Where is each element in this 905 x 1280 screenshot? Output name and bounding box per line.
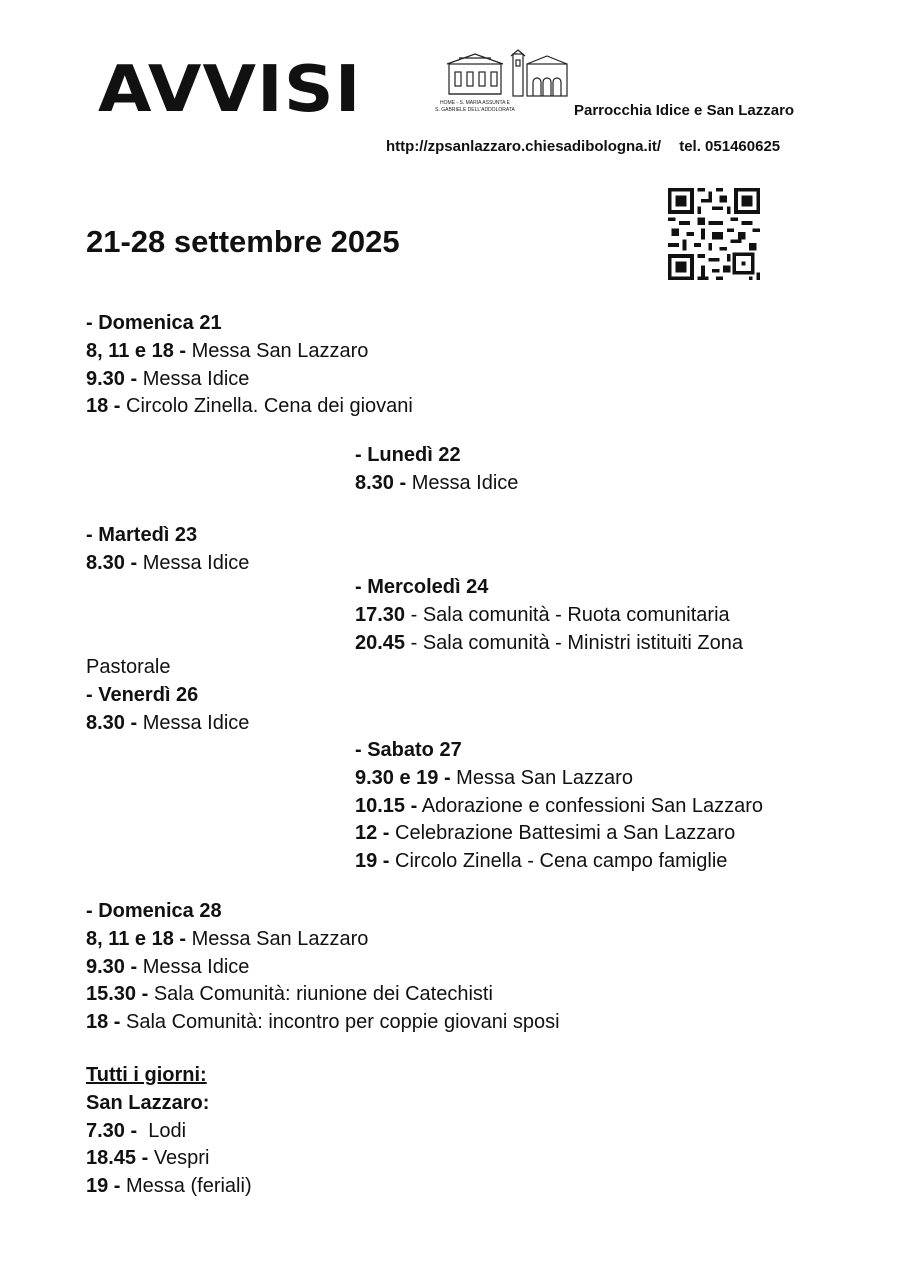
day-block-sabato-27 — [355, 737, 763, 876]
day-heading: - Mercoledì 24 — [355, 576, 489, 598]
day-heading: - Lunedì 22 — [355, 444, 461, 466]
schedule-item: 9.30 e 19 - Messa San Lazzaro — [355, 766, 633, 789]
schedule-item: 8.30 - Messa Idice — [86, 711, 250, 734]
schedule-item: 18 - Sala Comunità: incontro per coppie giovani sposi — [86, 1011, 560, 1034]
day-block-martedi-23 — [86, 522, 249, 578]
daily-heading: Tutti i giorni: — [86, 1064, 207, 1086]
daily-block — [86, 1062, 252, 1201]
schedule-item: 9.30 - Messa Idice — [86, 367, 250, 390]
website-link[interactable]: http://zpsanlazzaro.chiesadibologna.it/ — [386, 138, 662, 155]
schedule-item: 15.30 - Sala Comunità: riunione dei Catechisti — [86, 983, 493, 1006]
schedule-item: 8.30 - Messa Idice — [86, 551, 250, 574]
date-range-heading: 21-28 settembre 2025 — [86, 224, 400, 259]
schedule-item: 9.30 - Messa Idice — [86, 955, 250, 978]
day-block-lunedi-22 — [355, 442, 518, 498]
schedule-item: 7.30 - Lodi — [86, 1119, 187, 1142]
schedule-item: 8.30 - Messa Idice — [355, 471, 519, 494]
phone-number: tel. 051460625 — [679, 138, 781, 155]
schedule-item: 18 - Circolo Zinella. Cena dei giovani — [86, 395, 413, 418]
daily-location: San Lazzaro: — [86, 1091, 210, 1114]
schedule-item: 20.45 - Sala comunità - Ministri istituiti Zona — [355, 631, 743, 654]
day-heading: - Sabato 27 — [355, 739, 462, 761]
schedule-item: 10.15 - Adorazione e confessioni San Lazzaro — [355, 794, 764, 817]
day-heading: - Venerdì 26 — [86, 683, 199, 706]
schedule-item: 17.30 - Sala comunità - Ruota comunitaria — [355, 603, 730, 626]
day-block-venerdi-26 — [86, 654, 249, 737]
qr-code-icon[interactable] — [668, 188, 760, 280]
schedule-item: 19 - Messa (feriali) — [86, 1175, 252, 1198]
parish-name: Parrocchia Idice e San Lazzaro — [574, 102, 795, 119]
day-heading: - Domenica 21 — [86, 312, 222, 334]
day-block-domenica-28 — [86, 898, 560, 1037]
schedule-item: 19 - Circolo Zinella - Cena campo famiglie — [355, 850, 728, 873]
day-heading: - Martedì 23 — [86, 524, 198, 546]
schedule-item: 12 - Celebrazione Battesimi a San Lazzaro — [355, 822, 736, 845]
day-block-mercoledi-24 — [355, 574, 743, 657]
logo-caption-1: HOME - S. MARIA ASSUNTA E — [440, 100, 510, 106]
schedule-item: 8, 11 e 18 - Messa San Lazzaro — [86, 927, 369, 950]
day-block-domenica-21 — [86, 310, 413, 421]
contact-line — [386, 138, 794, 155]
schedule-item: 8, 11 e 18 - Messa San Lazzaro — [86, 339, 369, 362]
parish-logo-icon — [435, 50, 571, 120]
schedule-item: 18.45 - Vespri — [86, 1147, 210, 1170]
day-heading: - Domenica 28 — [86, 900, 222, 922]
page-title: AVVISI — [98, 53, 362, 127]
logo-caption-2: S. GABRIELE DELL'ADDOLORATA — [435, 107, 515, 113]
schedule-item-continuation: Pastorale — [86, 656, 171, 678]
